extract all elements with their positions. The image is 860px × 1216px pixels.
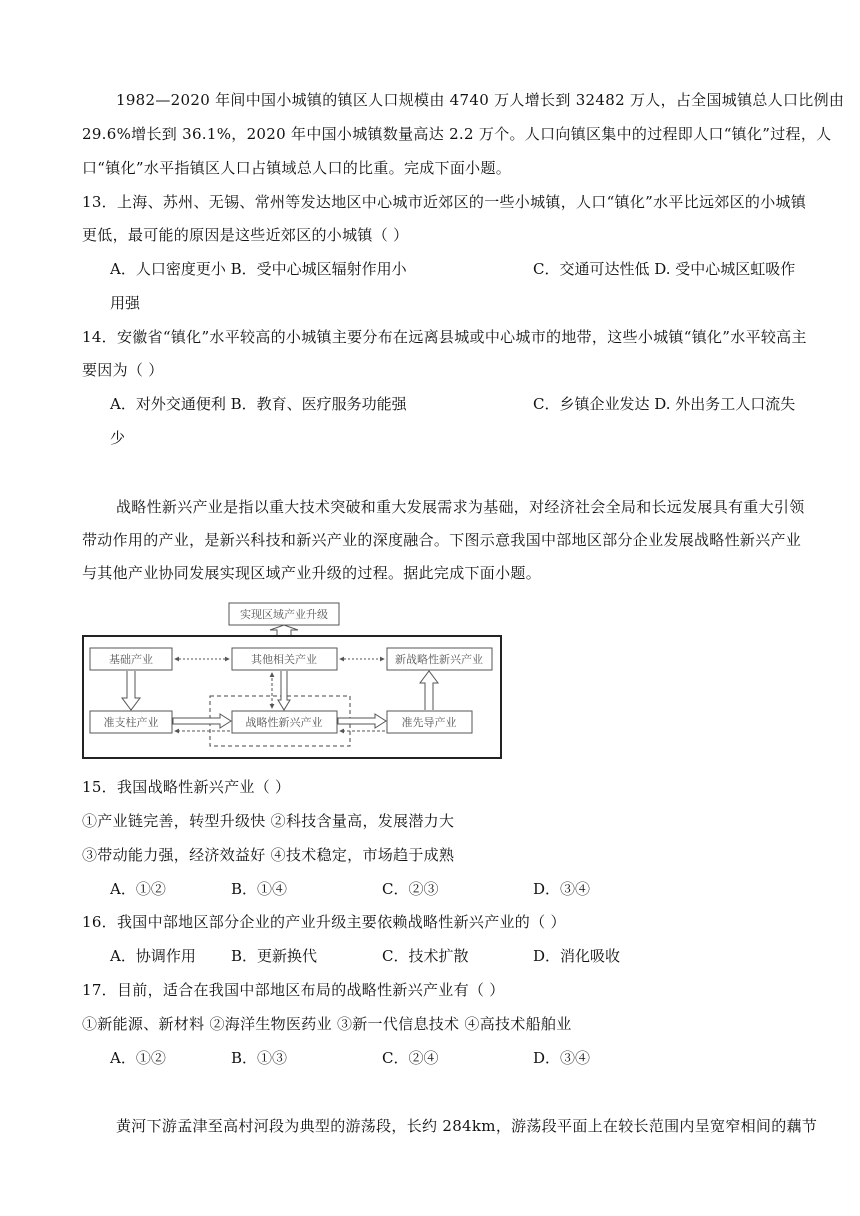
q16-option-c: C．技术扩散 bbox=[382, 947, 469, 965]
q14-options-ab: A．对外交通便利 B．教育、医疗服务功能强 bbox=[110, 395, 407, 413]
q16-option-d: D．消化吸收 bbox=[533, 947, 621, 965]
quasi-leading-text: 准先导产业 bbox=[401, 716, 457, 729]
q15-stem: 15．我国战略性新兴产业（ ） bbox=[82, 778, 291, 796]
strategic-to-leading-arrow bbox=[338, 714, 386, 728]
leading-to-new-arrow bbox=[420, 671, 438, 710]
q17-option-b: B．①③ bbox=[231, 1049, 288, 1067]
q15-option-b: B．①④ bbox=[231, 880, 288, 898]
upgrade-hollow-arrow bbox=[270, 625, 298, 636]
pillar-to-strategic-arrow bbox=[173, 714, 231, 728]
passage1-line-1: 1982—2020 年间中国小城镇的镇区人口规模由 4740 万人增长到 32482 万人，占全国城镇总人口比例由 bbox=[116, 91, 845, 109]
q17-option-a: A．①② bbox=[110, 1049, 166, 1067]
q13-options-ab: A．人口密度更小 B．受中心城区辐射作用小 bbox=[110, 260, 407, 278]
q15-items-line-1: ①产业链完善，转型升级快 ②科技含量高，发展潜力大 bbox=[82, 812, 455, 830]
strategic-text: 战略性新兴产业 bbox=[245, 716, 323, 729]
quasi-pillar-text: 准支柱产业 bbox=[103, 716, 159, 729]
q17-option-c: C．②④ bbox=[382, 1049, 439, 1067]
passage2-line-1: 战略性新兴产业是指以重大技术突破和重大发展需求为基础，对经济社会全局和长远发展具有重大引领 bbox=[116, 498, 805, 516]
basic-to-pillar-arrow bbox=[122, 671, 140, 710]
passage3-line-1: 黄河下游孟津至高村河段为典型的游荡段，长约 284km，游荡段平面上在较长范围内呈宽窄相间的藕节 bbox=[116, 1117, 818, 1135]
q17-option-d: D．③④ bbox=[533, 1049, 591, 1067]
top-label-text: 实现区域产业升级 bbox=[240, 608, 328, 621]
q15-option-c: C．②③ bbox=[382, 880, 439, 898]
q16-stem: 16．我国中部地区部分企业的产业升级主要依赖战略性新兴产业的（ ） bbox=[82, 913, 566, 931]
q15-option-d: D．③④ bbox=[533, 880, 591, 898]
other-to-strategic-arrow bbox=[278, 671, 290, 710]
q15-option-a: A．①② bbox=[110, 880, 166, 898]
q15-items-line-2: ③带动能力强，经济效益好 ④技术稳定，市场趋于成熟 bbox=[82, 846, 455, 864]
q13-option-wrap: 用强 bbox=[110, 294, 141, 312]
passage1-line-2: 29.6%增长到 36.1%，2020 年中国小城镇数量高达 2.2 万个。人口向镇区集中的过程即人口“镇化”过程，人 bbox=[82, 125, 832, 143]
q16-option-b: B．更新换代 bbox=[231, 947, 318, 965]
q14-stem-line-1: 14．安徽省“镇化”水平较高的小城镇主要分布在远离县城或中心城市的地带，这些小城镇“镇化”水平较高主 bbox=[82, 328, 807, 346]
q17-stem: 17．目前，适合在我国中部地区布局的战略性新兴产业有（ ） bbox=[82, 981, 505, 999]
passage2-line-3: 与其他产业协同发展实现区域产业升级的过程。据此完成下面小题。 bbox=[82, 564, 542, 582]
passage2-line-2: 带动作用的产业，是新兴科技和新兴产业的深度融合。下图示意我国中部地区部分企业发展战略性新兴产业 bbox=[82, 531, 802, 549]
q17-items: ①新能源、新材料 ②海洋生物医药业 ③新一代信息技术 ④高技术船舶业 bbox=[82, 1015, 572, 1033]
q14-options-cd: C．乡镇企业发达 D. 外出务工人口流失 bbox=[533, 395, 796, 413]
q16-option-a: A．协调作用 bbox=[110, 947, 196, 965]
industry-upgrade-diagram bbox=[82, 600, 502, 760]
q14-stem-line-2: 要因为（ ） bbox=[82, 361, 164, 379]
basic-industry-text: 基础产业 bbox=[109, 653, 153, 666]
q13-stem-line-1: 13．上海、苏州、无锡、常州等发达地区中心城市近郊区的一些小城镇，人口“镇化”水平比远郊区的小城镇 bbox=[82, 193, 807, 211]
other-industry-text: 其他相关产业 bbox=[251, 653, 317, 666]
q14-option-wrap: 少 bbox=[110, 429, 126, 447]
new-strategic-text: 新战略性新兴产业 bbox=[395, 653, 483, 666]
q13-stem-line-2: 更低，最可能的原因是这些近郊区的小城镇（ ） bbox=[82, 226, 409, 244]
passage1-line-3: 口“镇化”水平指镇区人口占镇域总人口的比重。完成下面小题。 bbox=[82, 159, 512, 177]
q13-options-cd: C．交通可达性低 D. 受中心城区虹吸作 bbox=[533, 260, 796, 278]
